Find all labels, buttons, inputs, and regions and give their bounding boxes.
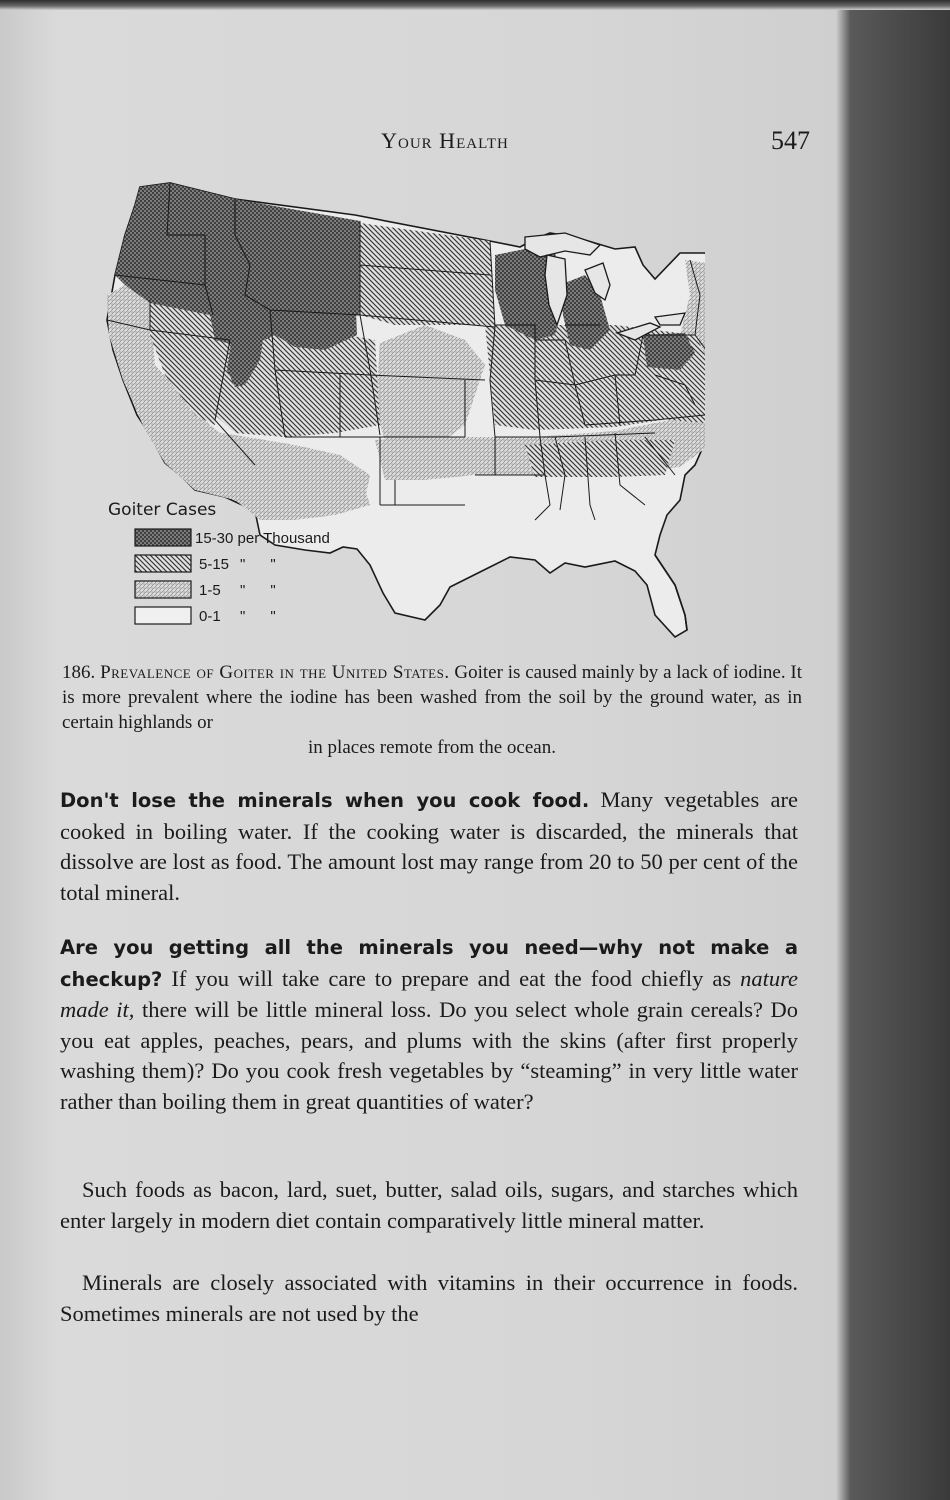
book-page bbox=[0, 10, 850, 1500]
figure-number: 186. bbox=[62, 662, 96, 683]
legend-title: Goiter Cases bbox=[108, 500, 217, 520]
paragraph-mineral-checkup bbox=[60, 932, 798, 1117]
legend-item-5-15 bbox=[135, 555, 276, 573]
figure-caption bbox=[62, 660, 802, 760]
paragraph-text: Many vegetables are cooked in boiling water. If the cooking water is discarded, the minerals that dissolve are lost as food. The amount lost may range from 20 to 50 per cent of the total mineral. bbox=[60, 787, 798, 905]
running-title: Your Health bbox=[381, 128, 509, 153]
region-diagonal-southeast bbox=[525, 440, 675, 477]
legend-item-15-30 bbox=[135, 529, 330, 547]
legend-swatch-diagonal bbox=[135, 555, 191, 572]
paragraph-heading: Don't lose the minerals when you cook food. bbox=[60, 789, 590, 812]
legend-item-0-1 bbox=[135, 607, 276, 625]
goiter-map-figure bbox=[95, 175, 705, 650]
caption-last-line: in places remote from the ocean. bbox=[308, 737, 556, 758]
legend-ditto: " " bbox=[240, 556, 276, 573]
emphasis-text: nature made it, bbox=[60, 965, 799, 1022]
us-goiter-map bbox=[95, 175, 705, 650]
legend-label: 5-15 bbox=[199, 556, 230, 573]
caption-text: Goiter is caused mainly by a lack of iodine. It is more prevalent where the iodine has been washed from the soil by the ground water, as in certain highlands or bbox=[62, 662, 803, 733]
page-number: 547 bbox=[771, 126, 810, 155]
legend-ditto: " " bbox=[240, 608, 276, 625]
legend-label: 0-1 bbox=[199, 608, 221, 625]
paragraph-text: If you will take care to prepare and eat the food chiefly as bbox=[171, 965, 732, 991]
legend-ditto: " " bbox=[240, 582, 276, 599]
paragraph-minerals-vitamins: Minerals are closely associated with vitamins in their occurrence in foods. Sometimes minerals are not used by the bbox=[60, 1270, 798, 1326]
paragraph-low-mineral-foods: Such foods as bacon, lard, suet, butter, salad oils, sugars, and starches which enter largely in modern diet contain comparatively little mineral matter. bbox=[60, 1177, 798, 1233]
legend-label: 1-5 bbox=[199, 582, 221, 599]
paragraph-cooking-minerals bbox=[60, 785, 798, 908]
legend-swatch-dark bbox=[135, 529, 191, 546]
legend-swatch-blank bbox=[135, 607, 191, 624]
paragraph-heading: Are you getting all the minerals you need—why not make a checkup? bbox=[60, 936, 798, 991]
legend-item-1-5 bbox=[135, 581, 276, 599]
figure-title: Prevalence of Goiter in the United States. bbox=[100, 662, 450, 683]
paragraph-text: there will be little mineral loss. Do you select whole grain cereals? Do you eat apples, peaches, pears, and plums with the skins (after first properly washing them)? Do you cook fresh vegetables by “steaming” in very little water rather than boiling them in great quantities of water? bbox=[60, 997, 798, 1114]
running-head bbox=[60, 128, 810, 160]
legend-swatch-dotted bbox=[135, 581, 191, 598]
scan-top-edge bbox=[0, 0, 950, 10]
legend-label: 15-30 per Thousand bbox=[195, 530, 330, 547]
